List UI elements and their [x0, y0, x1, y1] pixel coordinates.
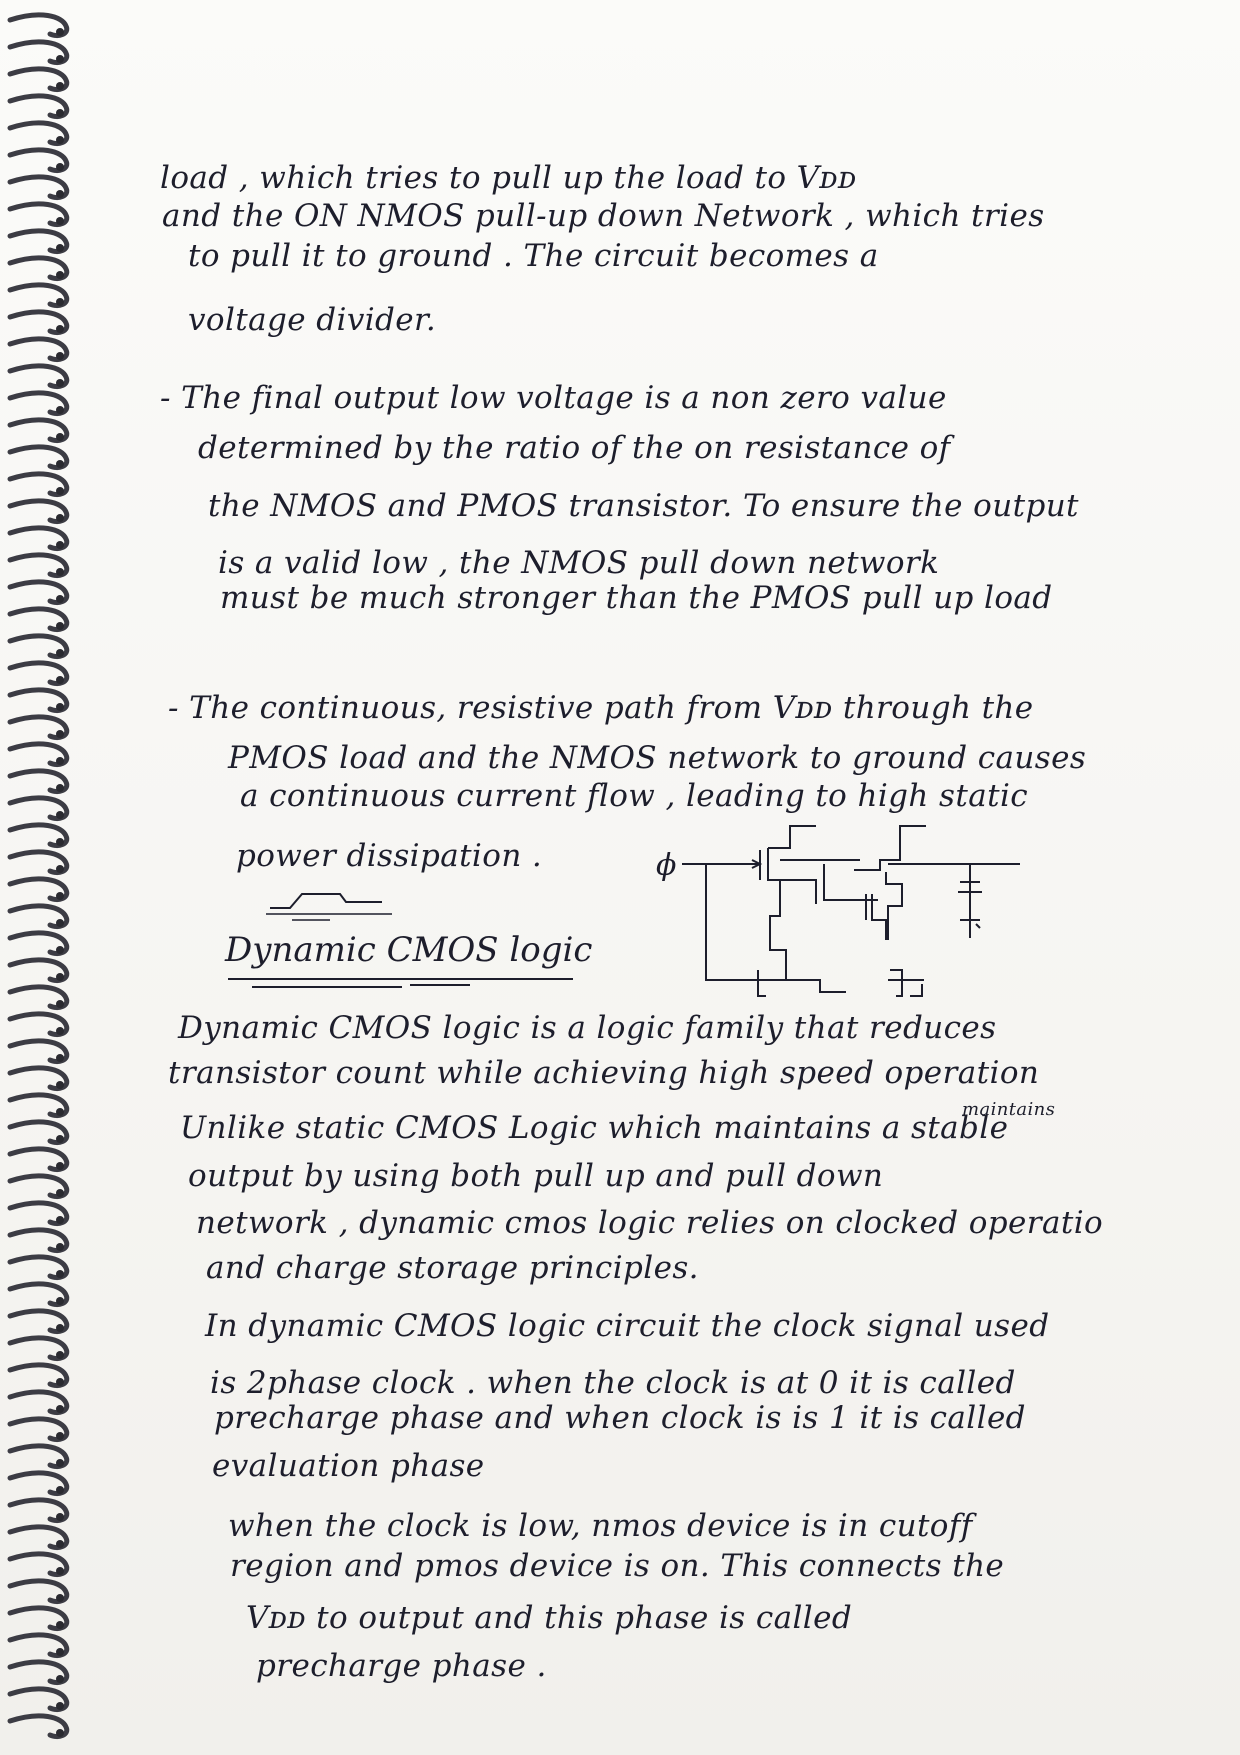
punch-hole: [56, 541, 64, 549]
text-line: when the clock is low, nmos device is in cutoff: [228, 1508, 973, 1544]
text-line: Vᴅᴅ to output and this phase is called: [246, 1600, 853, 1636]
punch-hole: [56, 406, 64, 414]
punch-hole: [56, 1135, 64, 1143]
punch-hole: [56, 784, 64, 792]
punch-hole: [56, 82, 64, 90]
text-line: is a valid low , the NMOS pull down network: [218, 545, 940, 581]
phi-label: ϕ: [656, 848, 677, 883]
text-line: In dynamic CMOS logic circuit the clock signal used: [205, 1308, 1050, 1344]
punch-hole: [56, 244, 64, 252]
text-line: - The continuous, resistive path from Vᴅᴅ through the: [168, 690, 1034, 726]
punch-hole: [56, 757, 64, 765]
punch-hole: [56, 1675, 64, 1683]
punch-hole: [56, 1162, 64, 1170]
heading-underline: [228, 978, 573, 980]
punch-hole: [56, 568, 64, 576]
punch-hole: [56, 28, 64, 36]
punch-hole: [56, 649, 64, 657]
punch-hole: [56, 703, 64, 711]
punch-hole: [56, 1108, 64, 1116]
text-line: load , which tries to pull up the load to Vᴅᴅ: [160, 160, 857, 196]
punch-hole: [56, 1540, 64, 1548]
punch-hole: [56, 1567, 64, 1575]
punch-hole: [56, 190, 64, 198]
text-line: PMOS load and the NMOS network to ground causes: [228, 740, 1087, 776]
punch-hole: [56, 109, 64, 117]
heading-underline: [252, 986, 402, 988]
text-line: to pull it to ground . The circuit becomes a: [188, 238, 879, 274]
punch-hole: [56, 1594, 64, 1602]
text-line: precharge phase and when clock is is 1 it is called: [214, 1400, 1026, 1436]
punch-hole: [56, 1000, 64, 1008]
punch-hole: [56, 676, 64, 684]
text-line: voltage divider.: [188, 302, 437, 338]
punch-hole: [56, 946, 64, 954]
punch-hole: [56, 1405, 64, 1413]
text-line: must be much stronger than the PMOS pull up load: [220, 580, 1053, 616]
punch-hole: [56, 1243, 64, 1251]
punch-hole: [56, 1189, 64, 1197]
punch-hole: [56, 973, 64, 981]
text-line: and the ON NMOS pull-up down Network , which tries: [162, 198, 1045, 234]
punch-hole: [56, 730, 64, 738]
punch-hole: [56, 892, 64, 900]
punch-hole: [56, 433, 64, 441]
punch-hole: [56, 271, 64, 279]
text-line: determined by the ratio of the on resistance of: [198, 430, 951, 466]
clock-waveform-sketch: [262, 874, 402, 924]
punch-hole: [56, 1459, 64, 1467]
text-line: power dissipation .: [236, 838, 543, 874]
punch-hole: [56, 1351, 64, 1359]
punch-hole: [56, 298, 64, 306]
section-heading: Dynamic CMOS logic: [225, 930, 593, 970]
punch-hole: [56, 460, 64, 468]
punch-hole: [56, 622, 64, 630]
text-line: region and pmos device is on. This connects the: [230, 1548, 1005, 1584]
text-line: - The final output low voltage is a non zero value: [160, 380, 947, 416]
punch-hole: [56, 217, 64, 225]
spiral-binding: [0, 0, 95, 1755]
punch-hole: [56, 1486, 64, 1494]
punch-hole: [56, 1621, 64, 1629]
text-line: a continuous current flow , leading to high static: [240, 778, 1029, 814]
punch-hole: [56, 163, 64, 171]
punch-hole: [56, 55, 64, 63]
text-line: precharge phase .: [256, 1648, 547, 1684]
punch-hole: [56, 136, 64, 144]
text-line: and charge storage principles.: [206, 1250, 699, 1286]
punch-hole: [56, 1081, 64, 1089]
punch-hole: [56, 1729, 64, 1737]
punch-hole: [56, 838, 64, 846]
text-line: is 2phase clock . when the clock is at 0 it is called: [210, 1365, 1016, 1401]
punch-hole: [56, 1054, 64, 1062]
punch-hole: [56, 919, 64, 927]
punch-hole: [56, 487, 64, 495]
punch-hole: [56, 1297, 64, 1305]
punch-hole: [56, 865, 64, 873]
text-line: Dynamic CMOS logic is a logic family that reduces: [178, 1010, 997, 1046]
punch-hole: [56, 1027, 64, 1035]
punch-hole: [56, 379, 64, 387]
punch-hole: [56, 1702, 64, 1710]
text-line: evaluation phase: [212, 1448, 485, 1484]
punch-hole: [56, 595, 64, 603]
text-line: Unlike static CMOS Logic which maintains a stable: [180, 1110, 1009, 1146]
dynamic-cmos-circuit-sketch: [640, 820, 1060, 1000]
punch-hole: [56, 1324, 64, 1332]
punch-hole: [56, 514, 64, 522]
text-line: output by using both pull up and pull down: [188, 1158, 884, 1194]
punch-hole: [56, 352, 64, 360]
punch-hole: [56, 1216, 64, 1224]
text-line: network , dynamic cmos logic relies on clocked operatio: [196, 1205, 1104, 1241]
punch-hole: [56, 1378, 64, 1386]
text-line: transistor count while achieving high speed operation: [168, 1055, 1040, 1091]
punch-hole: [56, 1270, 64, 1278]
punch-hole: [56, 325, 64, 333]
punch-hole: [56, 1513, 64, 1521]
punch-hole: [56, 1648, 64, 1656]
punch-hole: [56, 811, 64, 819]
annotation-text: maintains: [962, 1099, 1056, 1120]
punch-hole: [56, 1432, 64, 1440]
text-line: the NMOS and PMOS transistor. To ensure the output: [208, 488, 1079, 524]
heading-underline: [410, 984, 470, 986]
